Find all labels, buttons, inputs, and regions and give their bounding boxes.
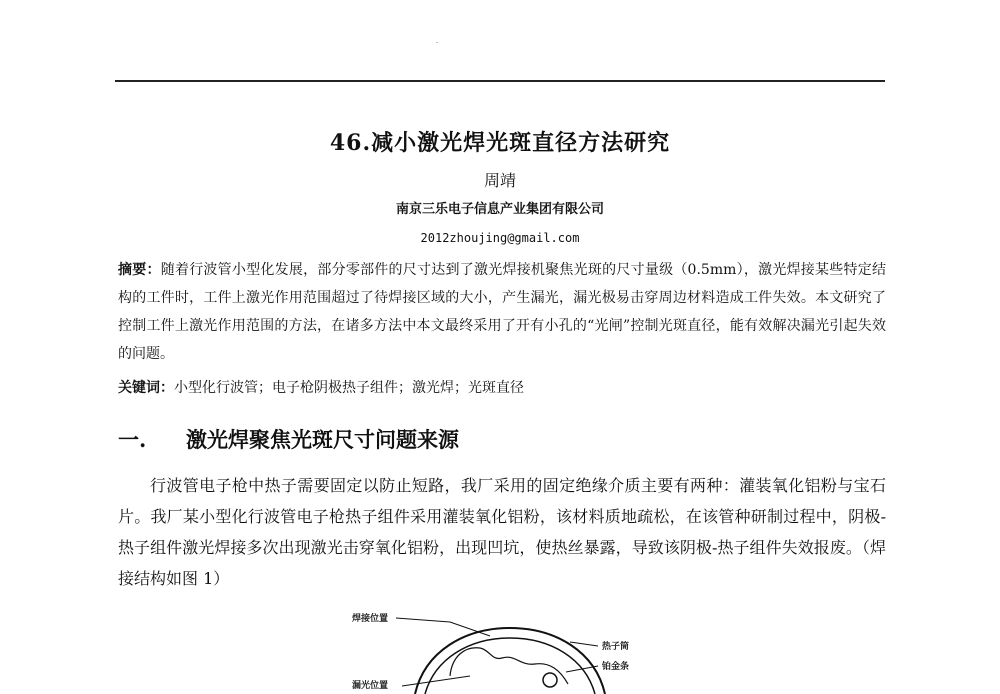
- leak-position-leader: [402, 676, 470, 686]
- label-weld-position: 焊接位置: [352, 614, 389, 624]
- section-title: 激光焊聚焦光斑尺寸问题来源: [186, 427, 459, 452]
- heater-tube-leader: [570, 642, 598, 646]
- scan-speck: [436, 42, 438, 43]
- section-heading: [118, 424, 459, 454]
- keywords: [118, 374, 886, 402]
- figure-1: [330, 606, 690, 694]
- keywords-label: 关键词：: [118, 380, 174, 396]
- label-heater-tube: 热子筒: [602, 642, 630, 652]
- abstract: [118, 256, 886, 368]
- header-rule: [115, 80, 885, 82]
- section-paragraph: 行波管电子枪中热子需要固定以防止短路，我厂采用的固定绝缘介质主要有两种：灌装氧化铝粉与宝石片。我厂某小型化行波管电子枪热子组件采用灌装氧化铝粉，该材料质地疏松，在该管种研制过程中，阴极-热子组件激光焊接多次出现激光击穿氧化铝粉，出现凹坑，使热丝暴露，导致该阴极-热子组件失效报废。（焊接结构如图 1）: [118, 476, 886, 588]
- section-number: 一.: [118, 427, 147, 452]
- paper-title: 46.减小激光焊光斑直径方法研究: [329, 130, 671, 156]
- weld-position-leader: [396, 618, 450, 622]
- abstract-label: 摘要：: [118, 262, 161, 278]
- author-email: 2012zhoujing@gmail.com: [420, 231, 580, 245]
- inner-circle-arc: [425, 638, 595, 694]
- author-name: 周靖: [483, 171, 516, 190]
- label-platinum-strip: 铂金条: [602, 662, 630, 672]
- label-leak-position: 漏光位置: [352, 681, 389, 691]
- figure-1-diagram: [330, 606, 690, 694]
- powder-outline: [450, 648, 568, 684]
- small-ring: [543, 673, 557, 687]
- platinum-strip-leader: [566, 666, 598, 672]
- affiliation: 南京三乐电子信息产业集团有限公司: [395, 202, 604, 217]
- abstract-text: 随着行波管小型化发展，部分零部件的尺寸达到了激光焊接机聚焦光斑的尺寸量级（0.5mm），激光焊接某些特定结构的工件时，工件上激光作用范围超过了待焊接区域的大小，产生漏光，漏光极易击穿周边材料造成工件失效。本文研究了控制工件上激光作用范围的方法，在诸多方法中本文最终采用了开有小孔的“光闸”控制光斑直径，能有效解决漏光引起失效的问题。: [118, 262, 887, 362]
- keywords-text: 小型化行波管；电子枪阴极热子组件；激光焊；光斑直径: [174, 380, 524, 396]
